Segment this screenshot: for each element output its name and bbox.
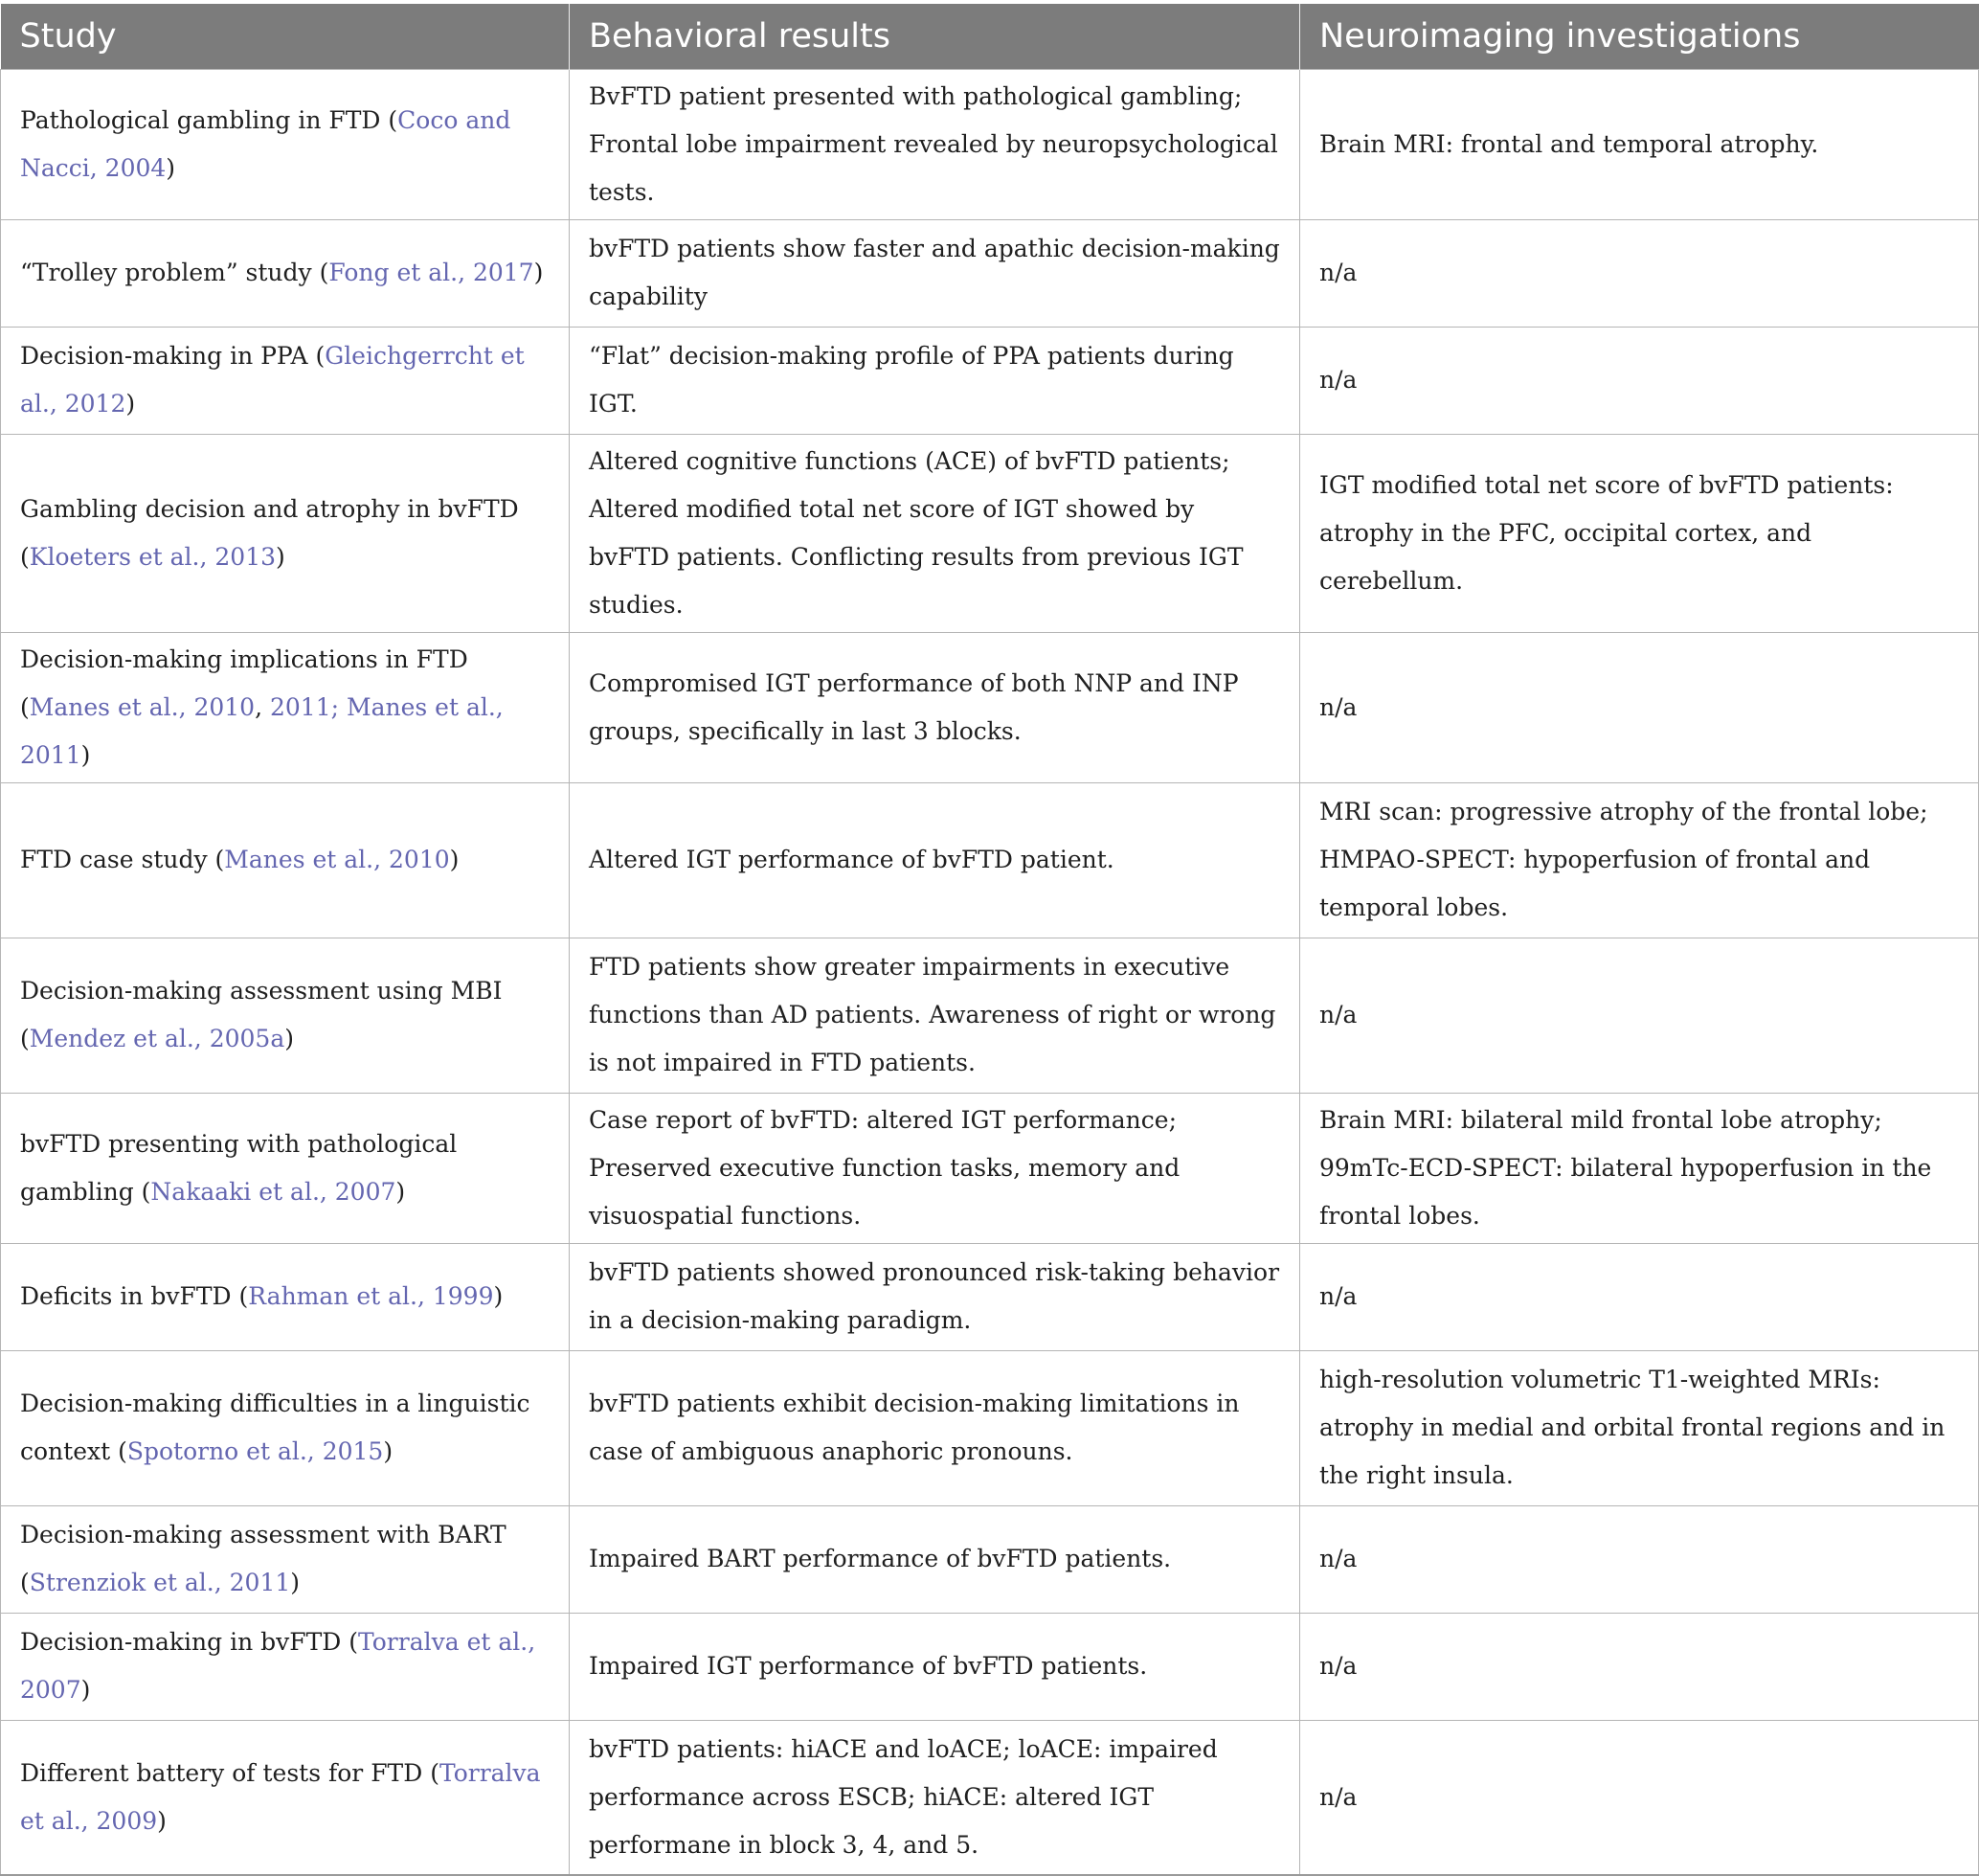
study-text: bvFTD presenting with pathological gambling (: [20, 1129, 458, 1206]
cell-study: [1, 1243, 570, 1350]
header-study: Study: [1, 4, 570, 69]
cell-study: [1, 327, 570, 434]
study-text: ): [395, 1177, 406, 1206]
study-text: ): [449, 846, 460, 873]
study-text: Deficits in bvFTD (: [20, 1282, 249, 1310]
citation-link[interactable]: Nakaaki et al., 2007: [150, 1177, 396, 1206]
table-row: [1, 1243, 1979, 1350]
cell-study: [1, 1505, 570, 1613]
cell-study: [1, 1093, 570, 1243]
study-text: Decision-making in PPA (: [20, 342, 326, 370]
cell-neuroimaging: n/a: [1300, 327, 1979, 434]
cell-study: [1, 434, 570, 632]
study-text: ): [493, 1282, 504, 1310]
study-text: ): [383, 1437, 394, 1465]
cell-study: [1, 219, 570, 327]
cell-neuroimaging: n/a: [1300, 938, 1979, 1093]
table-row: [1, 327, 1979, 434]
cell-neuroimaging: n/a: [1300, 1243, 1979, 1350]
citation-link[interactable]: Mendez et al., 2005a: [29, 1025, 285, 1052]
header-neuroimaging: Neuroimaging investigations: [1300, 4, 1979, 69]
cell-neuroimaging: n/a: [1300, 1720, 1979, 1875]
study-text: Decision-making assessment with BART (: [20, 1521, 506, 1596]
table-row: [1, 632, 1979, 782]
table-body: [1, 69, 1979, 1875]
cell-neuroimaging: Brain MRI: frontal and temporal atrophy.: [1300, 69, 1979, 219]
cell-study: [1, 632, 570, 782]
table-row: [1, 1720, 1979, 1875]
cell-neuroimaging: n/a: [1300, 632, 1979, 782]
study-text: Pathological gambling in FTD (: [20, 105, 398, 134]
study-text: Decision-making implications in FTD (: [20, 644, 468, 721]
cell-study: [1, 69, 570, 219]
cell-neuroimaging: high-resolution volumetric T1-weighted MRIs: atrophy in medial and orbital frontal regions and in the right insula.: [1300, 1350, 1979, 1505]
table-row: [1, 69, 1979, 219]
citation-link[interactable]: Manes et al., 2010: [224, 846, 450, 873]
study-text: ): [533, 259, 544, 286]
study-text: ): [284, 1025, 294, 1052]
study-text: Gambling decision and atrophy in bvFTD (: [20, 494, 519, 571]
studies-table: [0, 4, 1979, 1876]
cell-study: [1, 938, 570, 1093]
table-row: [1, 1505, 1979, 1613]
table-row: [1, 938, 1979, 1093]
study-text: ): [80, 1676, 91, 1704]
table-row: [1, 1350, 1979, 1505]
cell-behavioral-results: bvFTD patients show faster and apathic decision-making capability: [570, 219, 1300, 327]
cell-study: [1, 1350, 570, 1505]
cell-behavioral-results: Compromised IGT performance of both NNP and INP groups, specifically in last 3 blocks.: [570, 632, 1300, 782]
cell-neuroimaging: Brain MRI: bilateral mild frontal lobe atrophy; 99mTc-ECD-SPECT: bilateral hypoperfusion in the frontal lobes.: [1300, 1093, 1979, 1243]
citation-link[interactable]: Fong et al., 2017: [328, 259, 534, 286]
cell-neuroimaging: n/a: [1300, 219, 1979, 327]
table-row: [1, 1093, 1979, 1243]
study-text: ,: [255, 692, 270, 721]
study-text: ): [157, 1806, 167, 1835]
cell-behavioral-results: Case report of bvFTD: altered IGT performance; Preserved executive function tasks, memory and visuospatial functions.: [570, 1093, 1300, 1243]
cell-behavioral-results: bvFTD patients: hiACE and loACE; loACE: impaired performance across ESCB; hiACE: altered IGT performane in block 3, 4, and 5.: [570, 1720, 1300, 1875]
header-row: [1, 4, 1979, 69]
citation-link[interactable]: Torralva et al., 2007: [20, 1628, 536, 1704]
cell-study: [1, 1720, 570, 1875]
cell-behavioral-results: BvFTD patient presented with pathological gambling; Frontal lobe impairment revealed by neuropsychological tests.: [570, 69, 1300, 219]
citation-link[interactable]: Gleichgerrcht et al., 2012: [20, 342, 525, 418]
table-row: [1, 782, 1979, 938]
cell-behavioral-results: “Flat” decision-making profile of PPA patients during IGT.: [570, 327, 1300, 434]
citation-link[interactable]: 2011; Manes et al., 2011: [20, 692, 504, 769]
study-text: ): [125, 390, 136, 418]
cell-neuroimaging: MRI scan: progressive atrophy of the frontal lobe; HMPAO-SPECT: hypoperfusion of frontal and temporal lobes.: [1300, 782, 1979, 938]
study-text: ): [276, 542, 285, 571]
citation-link[interactable]: Rahman et al., 1999: [248, 1282, 494, 1310]
cell-neuroimaging: n/a: [1300, 1613, 1979, 1720]
citation-link[interactable]: Manes et al., 2010: [29, 692, 256, 721]
citation-link[interactable]: Strenziok et al., 2011: [29, 1569, 291, 1596]
table-header: [1, 4, 1979, 69]
cell-behavioral-results: Altered cognitive functions (ACE) of bvFTD patients; Altered modified total net score of IGT showed by bvFTD patients. Conflicting results from previous IGT studies.: [570, 434, 1300, 632]
study-text: FTD case study (: [20, 846, 225, 873]
citation-link[interactable]: Spotorno et al., 2015: [126, 1437, 384, 1465]
table-row: [1, 219, 1979, 327]
study-text: “Trolley problem” study (: [20, 259, 329, 286]
study-text: ): [290, 1569, 301, 1596]
cell-study: [1, 782, 570, 938]
cell-behavioral-results: Impaired BART performance of bvFTD patients.: [570, 1505, 1300, 1613]
citation-link[interactable]: Kloeters et al., 2013: [29, 542, 277, 571]
cell-behavioral-results: FTD patients show greater impairments in executive functions than AD patients. Awareness of right or wrong is not impaired in FTD patients.: [570, 938, 1300, 1093]
header-behavioral-results: Behavioral results: [570, 4, 1300, 69]
cell-behavioral-results: Altered IGT performance of bvFTD patient.: [570, 782, 1300, 938]
table-row: [1, 1613, 1979, 1720]
cell-study: [1, 1613, 570, 1720]
study-text: Decision-making difficulties in a linguistic context (: [20, 1390, 530, 1465]
cell-neuroimaging: IGT modified total net score of bvFTD patients: atrophy in the PFC, occipital cortex, and cerebellum.: [1300, 434, 1979, 632]
cell-behavioral-results: bvFTD patients showed pronounced risk-taking behavior in a decision-making paradigm.: [570, 1243, 1300, 1350]
citation-link[interactable]: Torralva et al., 2009: [20, 1758, 541, 1835]
cell-behavioral-results: bvFTD patients exhibit decision-making limitations in case of ambiguous anaphoric pronouns.: [570, 1350, 1300, 1505]
cell-behavioral-results: Impaired IGT performance of bvFTD patients.: [570, 1613, 1300, 1720]
study-text: Decision-making assessment using MBI (: [20, 977, 503, 1052]
table-row: [1, 434, 1979, 632]
citation-link[interactable]: Coco and Nacci, 2004: [20, 105, 511, 182]
cell-neuroimaging: n/a: [1300, 1505, 1979, 1613]
study-text: Different battery of tests for FTD (: [20, 1758, 439, 1787]
study-text: ): [166, 153, 176, 182]
study-text: Decision-making in bvFTD (: [20, 1628, 359, 1656]
study-text: ): [80, 740, 91, 769]
